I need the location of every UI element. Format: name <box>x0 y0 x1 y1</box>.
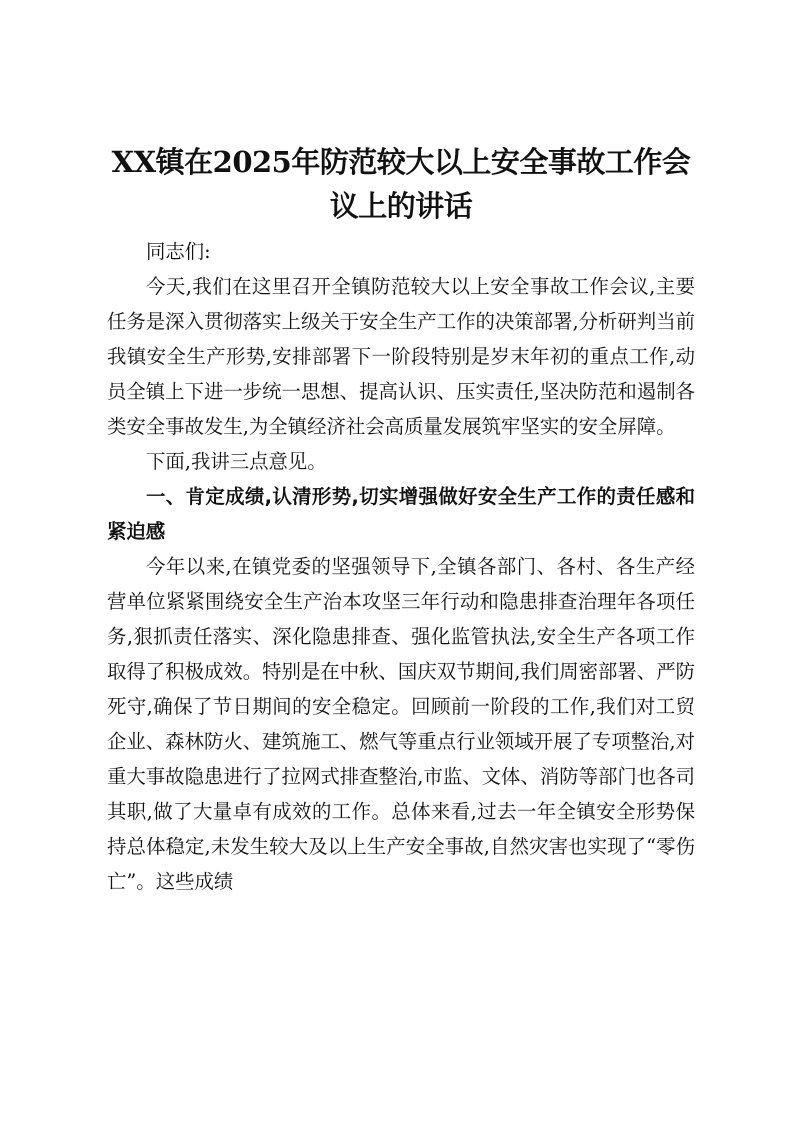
transition-paragraph: 下面,我讲三点意见。 <box>146 450 327 473</box>
title-line-2: 议上的讲话 <box>329 189 473 223</box>
intro-paragraph: 今天,我们在这里召开全镇防范较大以上安全事故工作会议,主要任务是深入贯彻落实上级关于安全生产工作的决策部署,分析研判当前我镇安全生产形势,安排部署下一阶段特别是岁末年初的重点工作,动员全镇上下进一步统一思想、提高认识、压实责任,坚决防范和遏制各类安全事故发生,为全镇经济社会高质量发展筑牢坚实的安全屏障。 <box>107 275 695 438</box>
document-title <box>107 140 695 228</box>
section-1-body: 今年以来,在镇党委的坚强领导下,全镇各部门、各村、各生产经营单位紧紧围绕安全生产治本攻坚三年行动和隐患排查治理年各项任务,狠抓责任落实、深化隐患排查、强化监管执法,安全生产各项工作取得了积极成效。特别是在中秋、国庆双节期间,我们周密部署、严防死守,确保了节日期间的安全稳定。回顾前一阶段的工作,我们对工贸企业、森林防火、建筑施工、燃气等重点行业领域开展了专项整治,对重大事故隐患进行了拉网式排查整治,市监、文体、消防等部门也各司其职,做了大量卓有成效的工作。总体来看,过去一年全镇安全形势保持总体稳定,未发生较大及以上生产安全事故,自然灾害也实现了“零伤亡”。这些成绩 <box>107 555 695 893</box>
title-line-1: XX镇在2025年防范较大以上安全事故工作会 <box>111 145 691 179</box>
section-1-heading: 一、肯定成绩,认清形势,切实增强做好安全生产工作的责任感和紧迫感 <box>107 485 695 543</box>
salutation: 同志们: <box>146 240 211 263</box>
document-page <box>107 140 695 899</box>
